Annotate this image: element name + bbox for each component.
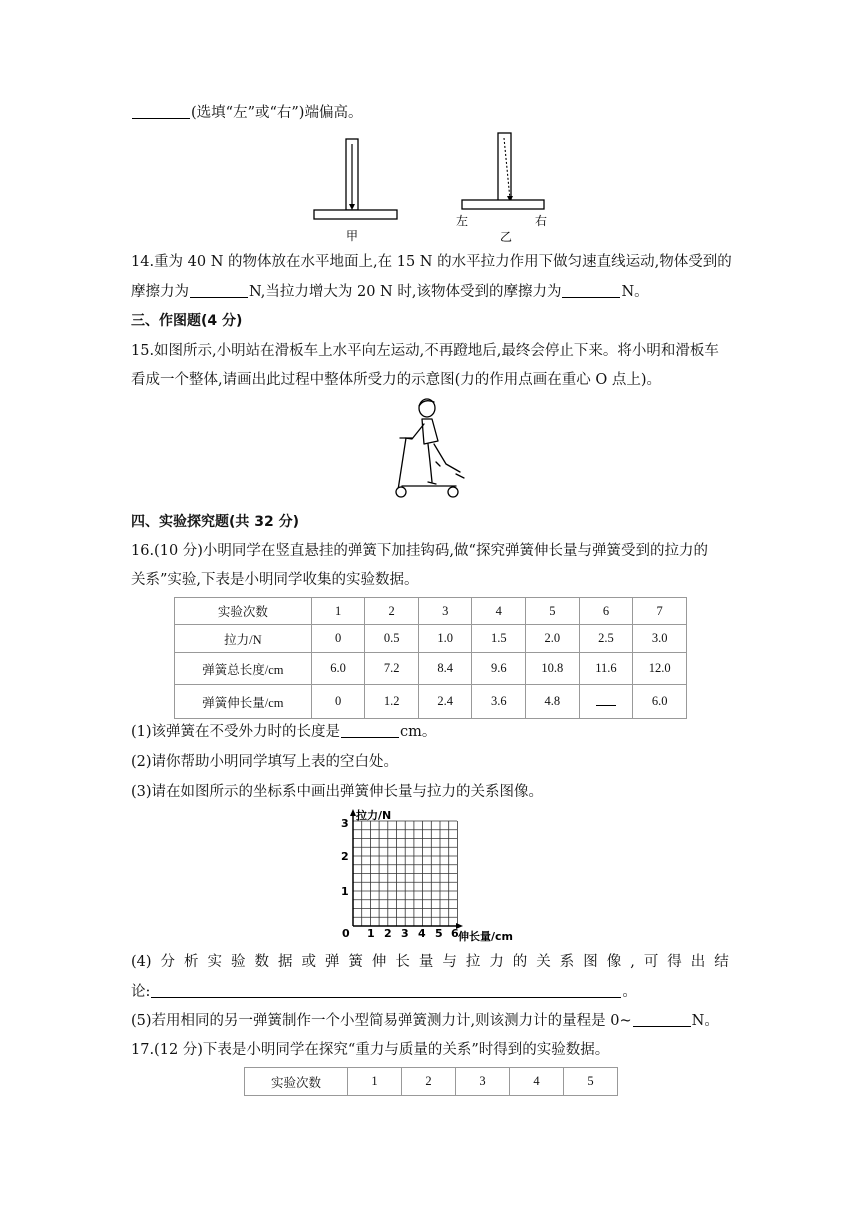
q16-part1: (1)该弹簧在不受外力时的长度是 cm。 (131, 724, 437, 740)
justified-char: 拉 (465, 954, 481, 970)
justified-char: 力 (489, 954, 504, 970)
x-tick-label: 3 (401, 927, 409, 940)
q16-part1-blank[interactable] (341, 723, 399, 738)
table-row: 拉力/N 0 0.5 1.0 1.5 2.0 2.5 3.0 (175, 625, 687, 653)
y-tick-label: 1 (341, 885, 349, 898)
table-row: 实验次数 1 2 3 4 5 (245, 1068, 618, 1096)
label-left: 左 (456, 214, 469, 228)
force-extension-grid (336, 806, 526, 942)
q15-line1: 15.如图所示,小明站在滑板车上水平向左运动,不再蹬地后,最终会停止下来。将小明和滑板车 (131, 343, 719, 359)
figure-yi (456, 133, 547, 244)
x-tick-label: 6 (451, 927, 459, 940)
table-row: 弹簧总长度/cm 6.0 7.2 8.4 9.6 10.8 11.6 12.0 (175, 653, 687, 685)
justified-char: 与 (442, 954, 457, 970)
justified-char: 像 (606, 954, 622, 970)
justified-char: 伸 (371, 954, 387, 970)
grid-y-label: 拉力/N (356, 809, 392, 822)
justified-char: 簧 (348, 954, 363, 970)
q16-line1: 16.(10 分)小明同学在竖直悬挂的弹簧下加挂钩码,做“探究弹簧伸长量与弹簧受到的拉力的 (131, 543, 708, 559)
justified-char: 量 (418, 954, 434, 970)
y-tick-label: 2 (341, 850, 349, 863)
section-3-heading: 三、作图题(4 分) (131, 313, 243, 329)
justified-char: 数 (254, 954, 269, 970)
justified-char: 得 (667, 954, 682, 970)
table-row: 实验次数 1 2 3 4 5 6 7 (175, 598, 687, 625)
q16-data-table (174, 597, 687, 719)
justified-char: , (630, 954, 635, 970)
q16-part4-line1 (131, 952, 729, 972)
x-tick-label: 4 (418, 927, 426, 940)
q14-blank-2[interactable] (562, 283, 620, 298)
q14-line2: 摩擦力为 N,当拉力增大为 20 N 时,该物体受到的摩擦力为 N。 (131, 284, 649, 300)
level-figure (305, 130, 555, 245)
justified-char: 出 (690, 954, 706, 970)
q13-tail: (选填“左”或“右”)端偏高。 (131, 103, 362, 123)
justified-char: 或 (301, 954, 316, 970)
figure-jia (314, 139, 397, 243)
justified-char: 系 (559, 954, 575, 970)
q17-data-table (244, 1067, 618, 1096)
justified-char: 图 (583, 954, 598, 970)
y-tick-label: 3 (341, 817, 349, 830)
label-right: 右 (535, 214, 548, 228)
justified-char: 弹 (324, 954, 340, 970)
justified-char: 关 (536, 954, 551, 970)
justified-char: 的 (512, 954, 528, 970)
justified-char: 验 (230, 954, 246, 970)
q16-part5-blank[interactable] (633, 1012, 691, 1027)
q14-line1: 14.重为 40 N 的物体放在水平地面上,在 15 N 的水平拉力作用下做匀速直线运动,物体受到的 (131, 254, 732, 270)
section-4-heading: 四、实验探究题(共 32 分) (131, 514, 300, 530)
q16-line2: 关系”实验,下表是小明同学收集的实验数据。 (131, 572, 419, 588)
justified-char: 可 (643, 954, 659, 970)
x-tick-label: 5 (435, 927, 443, 940)
q16-part5: (5)若用相同的另一弹簧制作一个小型简易弹簧测力计,则该测力计的量程是 0~ N。 (131, 1013, 719, 1029)
justified-char: 实 (207, 954, 222, 970)
x-tick-label: 1 (367, 927, 375, 940)
x-tick-label: 0 (342, 927, 350, 940)
justified-char: 据 (277, 954, 293, 970)
scooter-boy-figure (384, 394, 474, 504)
justified-char: 析 (184, 954, 199, 970)
q16-conclusion-blank[interactable] (151, 983, 621, 998)
q13-answer-blank[interactable] (132, 104, 190, 119)
table-blank-cell[interactable] (579, 685, 633, 719)
q15-line2: 看成一个整体,请画出此过程中整体所受力的示意图(力的作用点画在重心 O 点上)。 (131, 372, 662, 388)
q16-part2: (2)请你帮助小明同学填写上表的空白处。 (131, 754, 399, 770)
q17-line1: 17.(12 分)下表是小明同学在探究“重力与质量的关系”时得到的实验数据。 (131, 1042, 610, 1058)
grid-x-label: 伸长量/cm (458, 930, 513, 942)
table-row: 弹簧伸长量/cm 0 1.2 2.4 3.6 4.8 6.0 (175, 685, 687, 719)
label-yi: 乙 (500, 230, 513, 244)
justified-char: 结 (714, 954, 729, 970)
label-jia: 甲 (346, 229, 359, 243)
justified-char: 分 (160, 954, 176, 970)
justified-char: 长 (395, 954, 410, 970)
q14-blank-1[interactable] (190, 283, 248, 298)
q16-part4-line2: 论: 。 (131, 984, 637, 1000)
justified-char: (4) (131, 954, 152, 970)
x-tick-label: 2 (384, 927, 392, 940)
q16-part3: (3)请在如图所示的坐标系中画出弹簧伸长量与拉力的关系图像。 (131, 784, 544, 800)
